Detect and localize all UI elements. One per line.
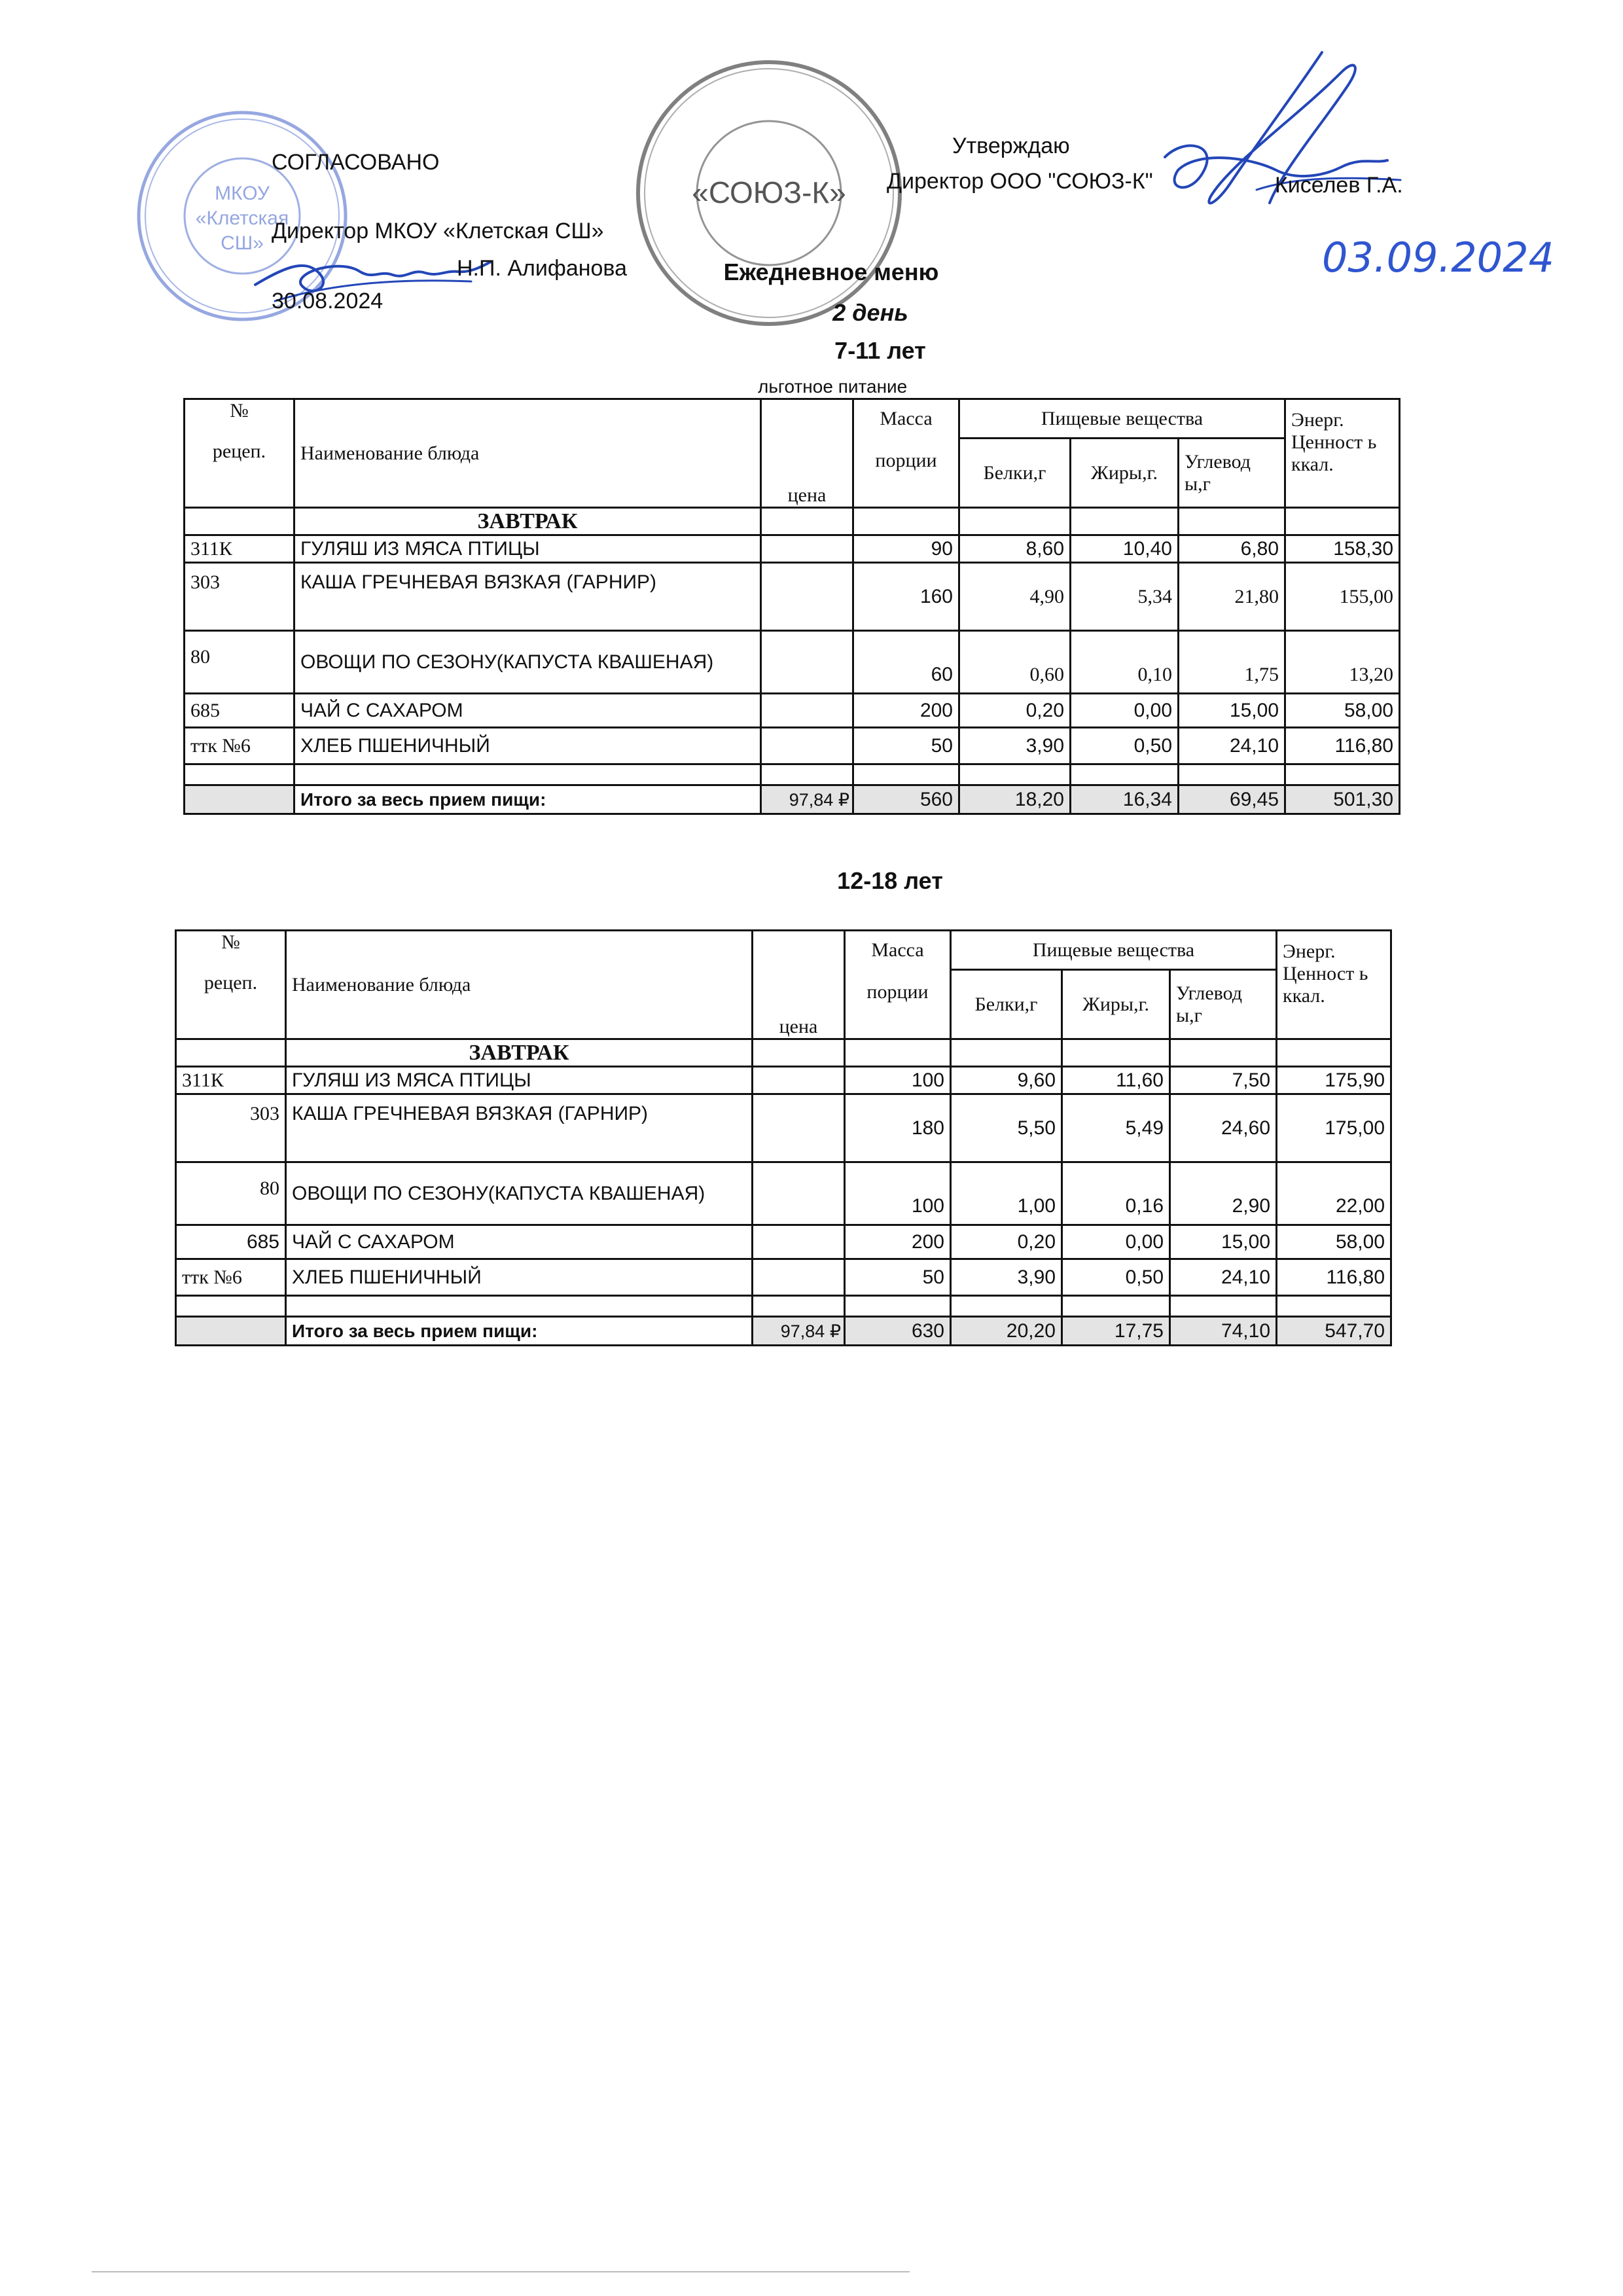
table-row: 311К ГУЛЯШ ИЗ МЯСА ПТИЦЫ 100 9,60 11,60 7,50 175,90 (176, 1067, 1391, 1094)
table-row: ттк №6 ХЛЕБ ПШЕНИЧНЫЙ 50 3,90 0,50 24,10 116,80 (185, 728, 1400, 764)
col-nutrients-header: Пищевые вещества (959, 399, 1285, 439)
table-row: 80 ОВОЩИ ПО СЕЗОНУ(КАПУСТА КВАШЕНАЯ) 60 0,60 0,10 1,75 13,20 (185, 631, 1400, 694)
approve-label: Утверждаю (952, 134, 1070, 158)
agreed-label: СОГЛАСОВАНО (272, 150, 440, 175)
section-breakfast: ЗАВТРАК (294, 508, 761, 535)
col-fat-header: Жиры,г. (1071, 439, 1179, 508)
total-row: Итого за весь прием пищи: 97,84 ₽ 630 20,20 17,75 74,10 547,70 (176, 1317, 1391, 1346)
agreed-position: Директор МКОУ «Клетская СШ» (272, 219, 604, 243)
table-row: 303 КАША ГРЕЧНЕВАЯ ВЯЗКАЯ (ГАРНИР) 180 5,50 5,49 24,60 175,00 (176, 1094, 1391, 1162)
total-row: Итого за весь прием пищи: 97,84 ₽ 560 18,20 16,34 69,45 501,30 (185, 785, 1400, 814)
company-stamp (632, 56, 906, 331)
company-director-signature (1126, 46, 1466, 242)
col-carbs-header: Углевод ы,г (1170, 970, 1277, 1039)
table-row: 685 ЧАЙ С САХАРОМ 200 0,20 0,00 15,00 58,00 (185, 694, 1400, 728)
col-nutrients-header: Пищевые вещества (951, 931, 1277, 970)
school-stamp-line-2: «Клетская (195, 207, 289, 229)
col-num-header: № рецеп. (185, 399, 294, 508)
menu-table-7-11 (183, 398, 1400, 815)
col-fat-header: Жиры,г. (1062, 970, 1170, 1039)
age-group-2: 12-18 лет (837, 867, 943, 894)
handwritten-date (1315, 223, 1590, 288)
approve-name: Киселев Г.А. (1275, 173, 1403, 198)
approve-position: Директор ООО "СОЮЗ-К" (887, 169, 1153, 194)
table-row: ттк №6 ХЛЕБ ПШЕНИЧНЫЙ 50 3,90 0,50 24,10 116,80 (176, 1259, 1391, 1296)
bottom-divider (92, 2271, 910, 2272)
col-energy-header: Энерг. Ценност ь ккал. (1277, 931, 1391, 1039)
col-num-header: № рецеп. (176, 931, 286, 1039)
col-protein-header: Белки,г (951, 970, 1062, 1039)
table-row: 80 ОВОЩИ ПО СЕЗОНУ(КАПУСТА КВАШЕНАЯ) 100 1,00 0,16 2,90 22,00 (176, 1162, 1391, 1225)
agreed-date: 30.08.2024 (272, 289, 383, 314)
col-energy-header: Энерг. Ценност ь ккал. (1285, 399, 1400, 508)
school-stamp-line-3: СШ» (221, 232, 264, 254)
menu-note: льготное питание (758, 376, 908, 397)
age-group-1: 7-11 лет (834, 337, 926, 364)
col-mass-header: Масса порции (845, 931, 951, 1039)
col-dish-header: Наименование блюда (294, 399, 761, 508)
col-price-header: цена (761, 399, 853, 508)
menu-day: 2 день (832, 299, 908, 326)
table-row: 303 КАША ГРЕЧНЕВАЯ ВЯЗКАЯ (ГАРНИР) 160 4,90 5,34 21,80 155,00 (185, 563, 1400, 631)
table-row: 311К ГУЛЯШ ИЗ МЯСА ПТИЦЫ 90 8,60 10,40 6,80 158,30 (185, 535, 1400, 563)
col-mass-header: Масса порции (853, 399, 959, 508)
svg-text:03.09.2024: 03.09.2024 (1322, 234, 1554, 281)
table-row: 685 ЧАЙ С САХАРОМ 200 0,20 0,00 15,00 58,00 (176, 1225, 1391, 1259)
col-price-header: цена (753, 931, 845, 1039)
company-stamp-name: «СОЮЗ-К» (692, 175, 846, 209)
col-carbs-header: Углевод ы,г (1179, 439, 1285, 508)
menu-title: Ежедневное меню (723, 259, 939, 285)
col-dish-header: Наименование блюда (286, 931, 753, 1039)
col-protein-header: Белки,г (959, 439, 1071, 508)
section-breakfast: ЗАВТРАК (286, 1039, 753, 1067)
agreed-name: Н.П. Алифанова (457, 256, 627, 281)
menu-table-12-18 (175, 929, 1392, 1346)
school-stamp-line-1: МКОУ (215, 183, 270, 204)
